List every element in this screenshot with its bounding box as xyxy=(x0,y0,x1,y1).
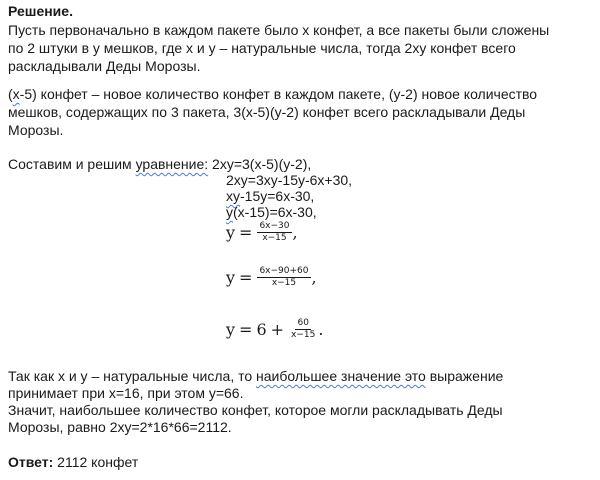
para3-line1-end: выражение xyxy=(425,368,504,384)
answer-line xyxy=(8,453,138,471)
equation-step2: 2xy=3xy-15y-6x+30, xyxy=(226,172,353,188)
formula-3-lhs: y xyxy=(226,320,236,339)
formula-3-fraction xyxy=(289,318,317,341)
para3-line2: принимает при x=16, при этом y=66. xyxy=(8,385,244,401)
formula-2-lhs: y xyxy=(226,268,236,287)
formula-3-plus: + xyxy=(270,320,285,339)
equation-step1: 2xy=3(x-5)(y-2), xyxy=(208,156,312,172)
para2-line3: Морозы. xyxy=(8,122,64,138)
equation-step4-y: y xyxy=(226,204,233,220)
formula-1-denominator: x−15 xyxy=(262,233,287,243)
equation-step3-xy: xy xyxy=(226,188,240,204)
formula-2-fraction xyxy=(257,266,310,289)
para1-line2: по 2 штуки в y мешков, где x и y – натуральные числа, тогда 2xy конфет всего xyxy=(8,40,516,56)
formula-3-eq: = xyxy=(239,320,253,339)
answer-value: 2112 конфет xyxy=(53,454,139,470)
answer-label: Ответ: xyxy=(8,454,54,470)
para2-line1 xyxy=(8,85,537,103)
formula-1-eq: = xyxy=(239,223,253,242)
para3-line1 xyxy=(8,367,503,385)
formula-3-period: . xyxy=(318,320,324,339)
para1-line3: раскладывали Деды Морозы. xyxy=(8,58,201,74)
formula-3-numerator: 60 xyxy=(297,318,309,328)
formula-2-denominator: x−15 xyxy=(271,278,297,288)
equation-step4 xyxy=(226,203,317,221)
formula-2 xyxy=(226,266,317,289)
formula-2-comma: , xyxy=(311,268,317,287)
para2-x-var: x xyxy=(12,86,20,102)
para2-line2: мешков, содержащих по 3 пакета, 3(x-5)(y-2) конфет всего раскладывали Деды xyxy=(8,104,526,120)
formula-1-comma: , xyxy=(292,223,298,242)
formula-3 xyxy=(226,318,323,341)
formula-1 xyxy=(226,221,298,244)
formula-1-lhs: y xyxy=(226,223,236,242)
formula-1-numerator: 6x−30 xyxy=(259,221,290,231)
para2-paren: ( xyxy=(8,86,13,102)
formula-3-denominator: x−15 xyxy=(291,330,316,340)
para3-line3: Значит, наибольшее количество конфет, которое могли раскладывать Деды xyxy=(8,402,503,418)
equation-step3-rest: -15y=6x-30, xyxy=(240,188,315,204)
para3-line1-text: Так как x и y – натуральные числа, то xyxy=(8,368,257,384)
formula-1-fraction xyxy=(257,221,291,244)
para3-line4: Морозы, равно 2xy=2*16*66=2112. xyxy=(8,419,232,435)
formula-2-numerator: 6x−90+60 xyxy=(259,266,309,276)
equation-intro-text: Составим и решим xyxy=(8,156,136,172)
equation-intro-word: уравнение: xyxy=(135,156,209,172)
formula-2-eq: = xyxy=(239,268,253,287)
para2-line1-text: -5) конфет – новое количество конфет в каждом пакете, (y-2) новое количество xyxy=(19,86,538,102)
equation-step4-rest: (x-15)=6x-30, xyxy=(233,204,317,220)
solution-heading: Решение. xyxy=(8,3,73,19)
para1-line1: Пусть первоначально в каждом пакете было x конфет, а все пакеты были сложены xyxy=(8,22,550,38)
para3-underlined: наибольшее значение это xyxy=(256,368,426,384)
formula-3-six: 6 xyxy=(256,320,267,339)
